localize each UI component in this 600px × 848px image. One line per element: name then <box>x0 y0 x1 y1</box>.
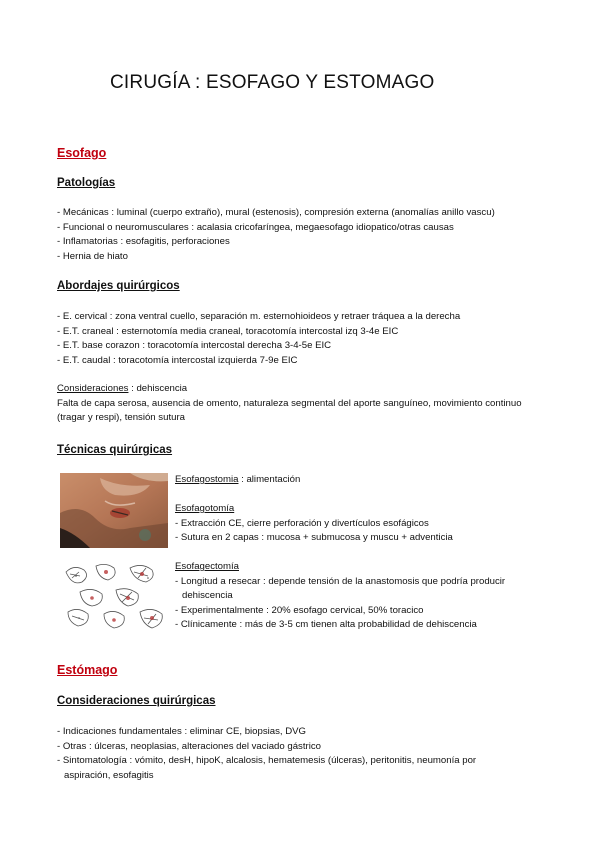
list-item: - Mecánicas : luminal (cuerpo extraño), mural (estenosis), compresión externa (anomalías anillo vascu) <box>57 207 495 218</box>
list-item: - E.T. base corazon : toracotomía intercostal derecha 3-4-5e EIC <box>57 340 332 352</box>
consideraciones-text: Falta de capa serosa, ausencia de omento, naturaleza segmental del aporte sanguíneo, movimiento continuo (tragar y respi), tensión sutura <box>57 397 522 424</box>
patologias-list <box>57 206 495 264</box>
list-item: - Hernia de hiato <box>57 250 128 262</box>
consideraciones-label: Consideraciones <box>57 383 129 394</box>
esofagostomia-block <box>175 473 300 488</box>
esofagectomia-block <box>175 560 505 633</box>
heading-tecnicas: Técnicas quirúrgicas <box>57 444 173 456</box>
page-title: CIRUGÍA : ESOFAGO Y ESTOMAGO <box>110 72 435 93</box>
list-item-continuation: dehiscencia <box>182 590 233 602</box>
list-item: - Clínicamente : más de 3-5 cm tienen alta probabilidad de dehiscencia <box>175 619 477 631</box>
list-item-continuation: aspiración, esofagitis <box>64 769 154 781</box>
consideraciones-block <box>57 382 547 426</box>
list-item: - Sintomatología : vómito, desH, hipoK, alcalosis, hematemesis (úlceras), peritonitis, neumonía por <box>57 755 477 767</box>
esofagotomia-block <box>175 502 453 546</box>
esofagotomia-label: Esofagotomía <box>175 503 235 514</box>
consideraciones-value: : dehiscencia <box>128 383 188 394</box>
section-title-esofago: Esofago <box>57 146 107 160</box>
list-item: - E. cervical : zona ventral cuello, separación m. esternohioideos y retraer tráquea a la derecha <box>57 311 461 322</box>
list-item: - Indicaciones fundamentales : eliminar CE, biopsias, DVG <box>57 726 307 737</box>
list-item: - E.T. craneal : esternotomía media craneal, toracotomía intercostal izq 3-4e EIC <box>57 325 399 337</box>
list-item: - Sutura en 2 capas : mucosa + submucosa y muscu + adventicia <box>175 532 453 544</box>
heading-consideraciones-quirurgicas: Consideraciones quirúrgicas <box>57 695 216 707</box>
estomago-consideraciones-list <box>57 725 476 783</box>
esofagectomia-label: Esofagectomía <box>175 561 239 572</box>
abordajes-list <box>57 310 460 368</box>
list-item: - Longitud a resecar : depende tensión de la anastomosis que podría producir <box>175 575 506 587</box>
list-item: - Otras : úlceras, neoplasias, alteraciones del vaciado gástrico <box>57 740 321 752</box>
list-item: - Experimentalmente : 20% esofago cervical, 50% toracico <box>175 604 424 616</box>
list-item: - Extracción CE, cierre perforación y divertículos esofágicos <box>175 517 429 529</box>
esofagostomia-value: : alimentación <box>238 474 301 485</box>
list-item: - Funcional o neuromusculares : acalasia cricofaríngea, megaesofago idiopatico/otras causas <box>57 221 454 233</box>
section-title-estomago: Estómago <box>57 663 118 677</box>
list-item: - E.T. caudal : toracotomía intercostal izquierda 7-9e EIC <box>57 354 298 366</box>
surgery-illustration <box>60 560 168 635</box>
list-item: - Inflamatorias : esofagitis, perforaciones <box>57 236 230 248</box>
esofagostomia-label: Esofagostomia <box>175 474 239 485</box>
surgery-photo <box>60 473 168 548</box>
heading-patologias: Patologías <box>57 177 116 189</box>
esofagostomia-line <box>175 473 300 488</box>
consideraciones-line <box>57 382 547 397</box>
heading-abordajes: Abordajes quirúrgicos <box>57 280 180 292</box>
